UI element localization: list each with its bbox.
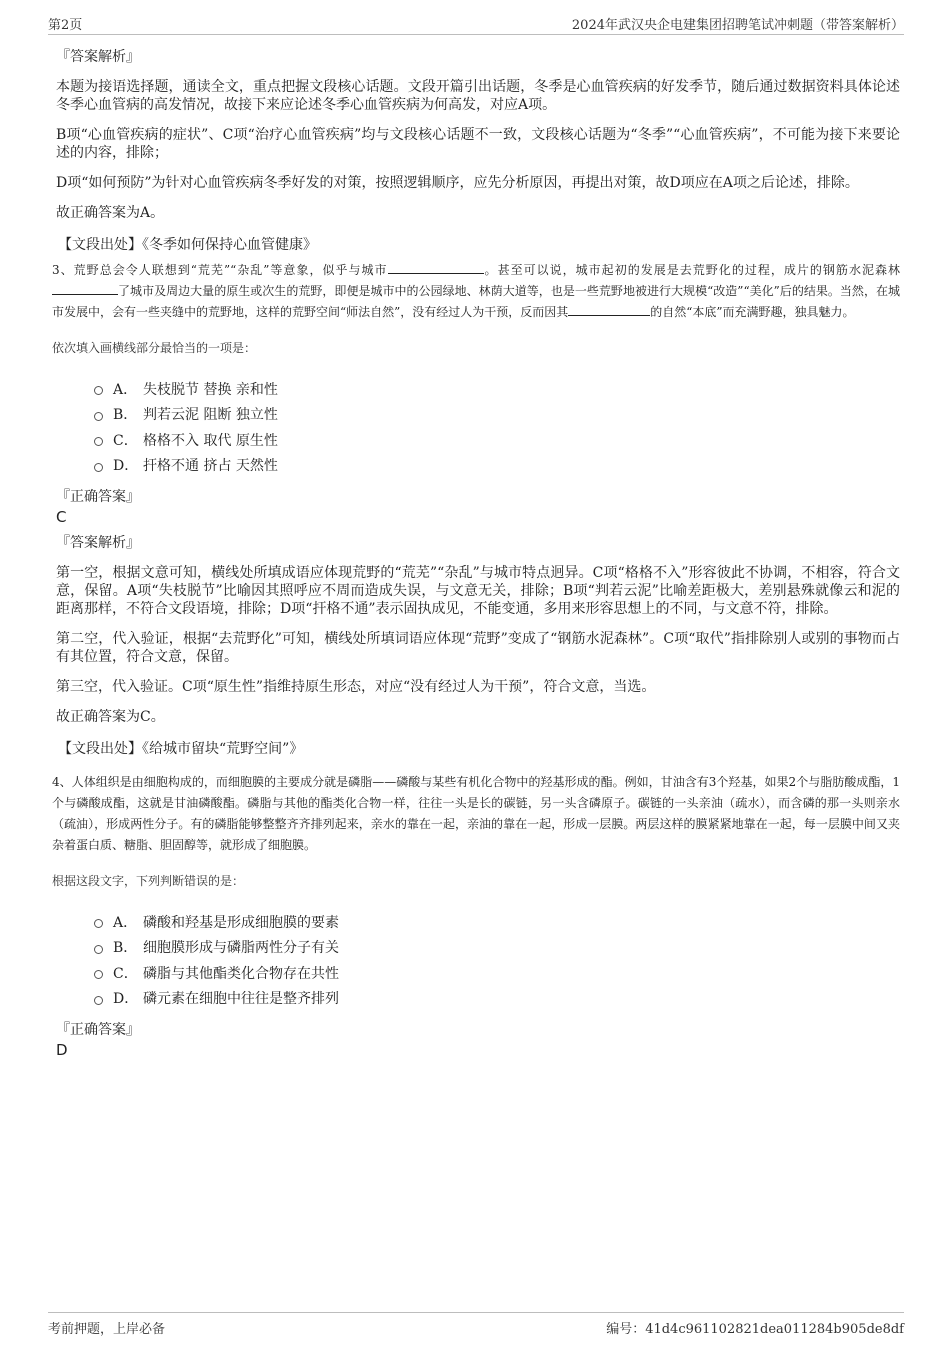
analysis-paragraph: 故正确答案为C。 [56, 709, 165, 725]
footer-slogan: 考前押题，上岸必备 [48, 1322, 166, 1337]
analysis-paragraph: 本题为接语选择题，通读全文，重点把握文段核心话题。文段开篇引出话题，冬季是心血管疾病的好发季节，随后通过数据资料具体论述冬季心血管病的高发情况，故接下来应论述冬季心血管疾病为何高发，对应A项。 [56, 79, 900, 113]
analysis-paragraph: B项“心血管疾病的症状”、C项“治疗心血管疾病”均与文段核心话题不一致，文段核心话题为“冬季”“心血管疾病”，不可能为接下来要论述的内容，排除； [56, 127, 900, 161]
answer-tag: 『正确答案』 [56, 489, 140, 505]
analysis-tag: 『答案解析』 [56, 535, 140, 551]
radio-icon[interactable] [94, 437, 103, 446]
document-title: 2024年武汉央企电建集团招聘笔试冲刺题（带答案解析） [571, 18, 904, 33]
radio-icon[interactable] [94, 970, 103, 979]
question-3-text: 3、荒野总会令人联想到“荒芜”“杂乱”等意象，似乎与城市 。甚至可以说，城市起初的发展是去荒野化的过程，成片的钢筋水泥森林了城市及周边大量的原生或次生的荒野，即便是城市中的公园绿地、林荫大道等，也是一些荒野地被进行大规模“改造”“美化”后的结果。当然，在城市发展中，会有一些夹缝中的荒野地，这样的荒野空间“师法自然”，没有经过人为干预，反而因其 的自然“本底”而充满野趣，独具魅力。 [52, 263, 900, 319]
option-a[interactable]: A． 磷酸和羟基是形成细胞膜的要素 [94, 909, 900, 935]
question-4-options [94, 909, 900, 1011]
analysis-paragraph: 第二空，代入验证，根据“去荒野化”可知，横线处所填词语应体现“荒野”变成了“钢筋水泥森林”。C项“取代”指排除别人或别的事物而占有其位置，符合文意，保留。 [56, 631, 900, 665]
question-3-prompt: 依次填入画横线部分最恰当的一项是： [52, 341, 257, 355]
option-d[interactable]: D． 扞格不通 挤占 天然性 [94, 453, 900, 479]
document-id: 编号：41d4c961102821dea011284b905de8df [606, 1322, 904, 1337]
question-3-options [94, 376, 900, 478]
document-body [52, 46, 900, 1065]
answer-tag: 『正确答案』 [56, 1022, 140, 1038]
page-header [48, 12, 904, 35]
analysis-tag: 『答案解析』 [56, 49, 140, 65]
radio-icon[interactable] [94, 996, 103, 1005]
source-citation: 【文段出处】《给城市留块“荒野空间”》 [58, 741, 304, 757]
page-footer [48, 1312, 904, 1337]
question-4-prompt: 根据这段文字，下列判断错误的是： [52, 874, 245, 888]
analysis-paragraph: 故正确答案为A。 [56, 205, 165, 221]
radio-icon[interactable] [94, 386, 103, 395]
fill-blank-1 [388, 261, 484, 274]
option-c[interactable]: C． 磷脂与其他酯类化合物存在共性 [94, 960, 900, 986]
radio-icon[interactable] [94, 412, 103, 421]
option-d[interactable]: D． 磷元素在细胞中往往是整齐排列 [94, 986, 900, 1012]
fill-blank-3 [568, 303, 650, 316]
question-4-text: 4、人体组织是由细胞构成的，而细胞膜的主要成分就是磷脂——磷酸与某些有机化合物中的羟基形成的酯。例如，甘油含有3个羟基，如果2个与脂肪酸成酯，1个与磷酸成酯，这就是甘油磷酸酯。磷脂与其他的酯类化合物一样，往往一头是长的碳链，另一头含磷原子。碳链的一头亲油（疏水），而含磷的那一头则亲水（疏油），形成两性分子。有的磷脂能够整整齐齐排列起来，亲水的靠在一起，亲油的靠在一起，形成一层膜。两层这样的膜紧紧地靠在一起，每一层膜中间又夹杂着蛋白质、糖脂、胆固醇等，就形成了细胞膜。 [52, 775, 900, 852]
analysis-paragraph: 第三空，代入验证。C项“原生性”指维持原生形态，对应“没有经过人为干预”，符合文意，当选。 [56, 679, 656, 695]
fill-blank-2 [52, 282, 118, 295]
radio-icon[interactable] [94, 463, 103, 472]
option-a[interactable]: A． 失枝脱节 替换 亲和性 [94, 376, 900, 402]
analysis-paragraph: 第一空，根据文意可知，横线处所填成语应体现荒野的“荒芜”“杂乱”与城市特点迥异。C项“格格不入”形容彼此不协调，不相容，符合文意，保留。A项“失枝脱节”比喻因其照呼应不周而造成失误，与文意无关，排除；B项“判若云泥”比喻差距极大，差别悬殊就像云和泥的距离那样，不符合文段语境，排除；D项“扞格不通”表示固执成见，不能变通，多用来形容思想上的不同，与文意不符，排除。 [56, 565, 900, 617]
analysis-paragraph: D项“如何预防”为针对心血管疾病冬季好发的对策，按照逻辑顺序，应先分析原因，再提出对策，故D项应在A项之后论述，排除。 [56, 175, 859, 191]
option-c[interactable]: C． 格格不入 取代 原生性 [94, 427, 900, 453]
radio-icon[interactable] [94, 919, 103, 928]
option-b[interactable]: B． 判若云泥 阻断 独立性 [94, 402, 900, 428]
source-citation: 【文段出处】《冬季如何保持心血管健康》 [58, 237, 317, 253]
radio-icon[interactable] [94, 945, 103, 954]
answer-value: D [56, 1041, 68, 1059]
answer-value: C [56, 508, 67, 526]
page-number: 第2页 [48, 18, 83, 33]
option-b[interactable]: B． 细胞膜形成与磷脂两性分子有关 [94, 935, 900, 961]
